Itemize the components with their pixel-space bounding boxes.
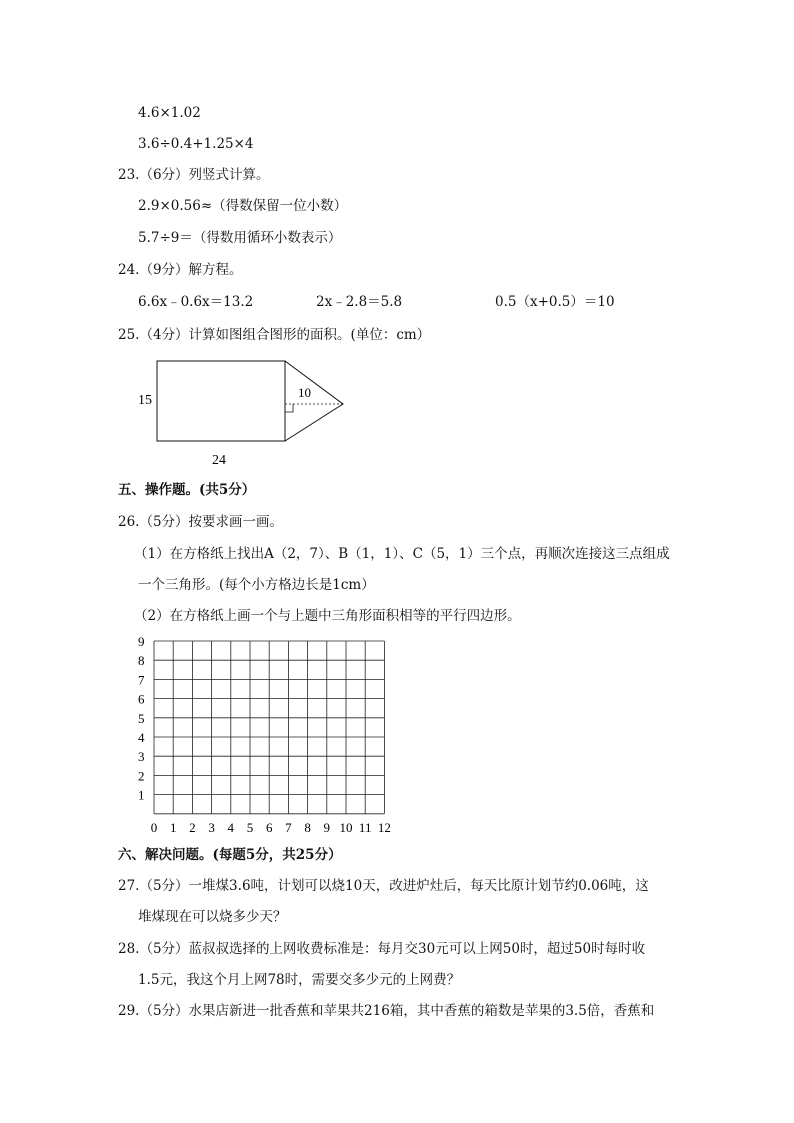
grid-paper — [130, 632, 400, 837]
width-label-24: 24 — [212, 453, 226, 468]
grid-y-label: 9 — [138, 634, 145, 649]
question-23-heading: 23.（6分）列竖式计算。 — [118, 167, 270, 183]
equation-3: 0.5（x+0.5）＝10 — [495, 294, 615, 310]
triangle-height-label-10: 10 — [298, 385, 311, 400]
question-24-heading: 24.（9分）解方程。 — [118, 262, 243, 278]
question-26-heading: 26.（5分）按要求画一画。 — [118, 514, 284, 530]
rectangle-shape — [157, 361, 285, 441]
triangle-shape — [285, 361, 343, 441]
grid-y-label: 5 — [138, 710, 145, 726]
expression-1: 4.6×1.02 — [138, 105, 201, 121]
section-5-heading: 五、操作题。(共5分） — [118, 482, 256, 498]
question-26-part-1-line-1: （1）在方格纸上找出A（2，7）、B（1，1）、C（5，1）三个点，再顺次连接这三点组成 — [134, 546, 670, 562]
height-label-15: 15 — [138, 393, 152, 408]
grid-x-label: 3 — [208, 819, 215, 835]
section-6-heading: 六、解决问题。(每题5分，共25分） — [118, 847, 342, 863]
composite-figure — [130, 355, 360, 470]
grid-y-label: 4 — [138, 730, 145, 745]
grid-y-label: 8 — [138, 653, 145, 669]
equation-1: 6.6x﹣0.6x＝13.2 — [138, 294, 254, 310]
grid-x-label: 10 — [339, 819, 353, 835]
grid-x-label: 9 — [323, 819, 331, 835]
grid-y-label: 1 — [138, 787, 145, 803]
grid-x-label: 11 — [358, 819, 372, 835]
question-27-line-1: 27.（5分）一堆煤3.6吨，计划可以烧10天，改进炉灶后，每天比原计划节约0.06吨，这 — [118, 878, 649, 894]
right-angle-mark — [285, 404, 293, 412]
grid-x-label: 6 — [265, 819, 273, 835]
question-23-part-b: 5.7÷9＝（得数用循环小数表示） — [138, 230, 342, 246]
question-29-line-1: 29.（5分）水果店新进一批香蕉和苹果共216箱，其中香蕉的箱数是苹果的3.5倍，香蕉和 — [118, 1003, 655, 1019]
question-28-line-2: 1.5元，我这个月上网78时，需要交多少元的上网费？ — [138, 972, 461, 988]
grid-x-label: 5 — [246, 819, 254, 835]
question-26-part-2: （2）在方格纸上画一个与上题中三角形面积相等的平行四边形。 — [134, 608, 521, 624]
question-26-part-1-line-2: 一个三角形。(每个小方格边长是1cm） — [138, 577, 375, 593]
grid-x-label: 12 — [377, 819, 391, 835]
question-25-heading: 25.（4分）计算如图组合图形的面积。(单位：cm） — [118, 327, 431, 343]
expression-2: 3.6÷0.4+1.25×4 — [138, 136, 254, 152]
grid-y-label: 3 — [138, 749, 145, 765]
grid-x-label: 4 — [227, 819, 235, 835]
grid-x-label: 8 — [304, 819, 311, 835]
grid-x-label: 0 — [150, 819, 158, 835]
grid-x-label: 1 — [169, 819, 177, 835]
grid-x-label: 7 — [285, 819, 292, 835]
grid-x-label: 2 — [189, 819, 196, 835]
question-28-line-1: 28.（5分）蓝叔叔选择的上网收费标准是：每月交30元可以上网50时，超过50时每时收 — [118, 941, 646, 957]
grid-y-label: 6 — [138, 691, 145, 707]
grid-y-label: 2 — [138, 768, 145, 784]
question-27-line-2: 堆煤现在可以烧多少天？ — [138, 909, 287, 925]
grid-y-label: 7 — [138, 672, 145, 688]
question-23-part-a: 2.9×0.56≈（得数保留一位小数） — [138, 198, 348, 214]
equation-2: 2x﹣2.8＝5.8 — [316, 294, 403, 310]
